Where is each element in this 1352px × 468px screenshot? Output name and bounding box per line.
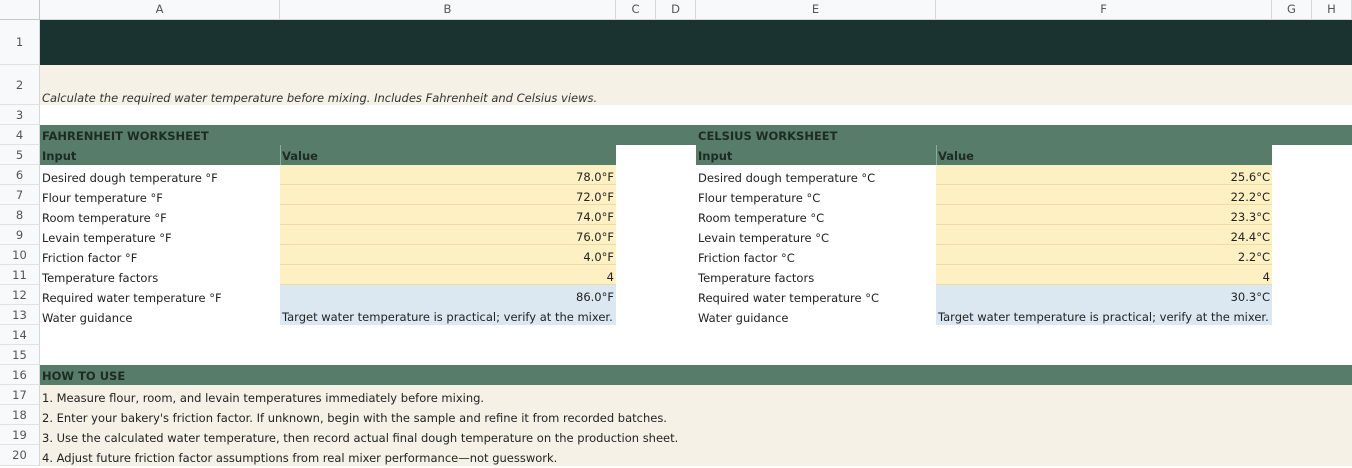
celsius-value-required-water[interactable]: 30.3°C	[936, 285, 1272, 305]
column-header-g[interactable]: G	[1272, 0, 1312, 20]
column-header-c[interactable]: C	[616, 0, 656, 20]
celsius-col-input[interactable]: Input	[698, 149, 733, 163]
column-header-h[interactable]: H	[1312, 0, 1352, 20]
celsius-col-value[interactable]: Value	[938, 149, 974, 163]
celsius-label-flour[interactable]: Flour temperature °C	[698, 191, 821, 205]
fahrenheit-value-desired-dough[interactable]: 78.0°F	[280, 165, 616, 185]
fahrenheit-value-levain[interactable]: 76.0°F	[280, 225, 616, 245]
fahrenheit-col-input[interactable]: Input	[42, 149, 77, 163]
row-header-10[interactable]: 10	[0, 245, 40, 265]
select-all-corner[interactable]	[0, 0, 40, 20]
celsius-worksheet-title[interactable]: CELSIUS WORKSHEET	[698, 129, 838, 143]
fahrenheit-label-desired-dough[interactable]: Desired dough temperature °F	[42, 171, 218, 185]
celsius-value-room[interactable]: 23.3°C	[936, 205, 1272, 225]
row-header-18[interactable]: 18	[0, 405, 40, 425]
fahrenheit-value-friction[interactable]: 4.0°F	[280, 245, 616, 265]
column-header-b[interactable]: B	[280, 0, 616, 20]
fahrenheit-label-flour[interactable]: Flour temperature °F	[42, 191, 163, 205]
subtitle-band[interactable]	[40, 65, 1352, 105]
row-header-4[interactable]: 4	[0, 125, 40, 145]
fahrenheit-worksheet-title[interactable]: FAHRENHEIT WORKSHEET	[42, 129, 209, 143]
celsius-value-friction[interactable]: 2.2°C	[936, 245, 1272, 265]
column-header-a[interactable]: A	[40, 0, 280, 20]
fahrenheit-label-levain[interactable]: Levain temperature °F	[42, 231, 172, 245]
row-header-19[interactable]: 19	[0, 425, 40, 445]
celsius-value-levain[interactable]: 24.4°C	[936, 225, 1272, 245]
row-header-3[interactable]: 3	[0, 105, 40, 125]
celsius-value-desired-dough[interactable]: 25.6°C	[936, 165, 1272, 185]
fahrenheit-label-required-water[interactable]: Required water temperature °F	[42, 291, 222, 305]
celsius-header-row	[696, 145, 1272, 165]
fahrenheit-label-factors[interactable]: Temperature factors	[42, 271, 159, 285]
title-bar[interactable]	[40, 20, 1352, 65]
fahrenheit-value-required-water[interactable]: 86.0°F	[280, 285, 616, 305]
row-header-2[interactable]: 2	[0, 65, 40, 105]
celsius-value-factors[interactable]: 4	[936, 265, 1272, 285]
how-to-section-band	[40, 365, 1352, 385]
column-header-e[interactable]: E	[696, 0, 936, 20]
fahrenheit-label-room[interactable]: Room temperature °F	[42, 211, 167, 225]
column-header-f[interactable]: F	[936, 0, 1272, 20]
row-header-8[interactable]: 8	[0, 205, 40, 225]
fahrenheit-col-value[interactable]: Value	[282, 149, 318, 163]
row-header-5[interactable]: 5	[0, 145, 40, 165]
row-header-7[interactable]: 7	[0, 185, 40, 205]
celsius-label-friction[interactable]: Friction factor °C	[698, 251, 795, 265]
row-header-9[interactable]: 9	[0, 225, 40, 245]
fahrenheit-value-guidance[interactable]: Target water temperature is practical; verify at the mixer.	[280, 305, 616, 325]
fahrenheit-label-friction[interactable]: Friction factor °F	[42, 251, 138, 265]
row-header-17[interactable]: 17	[0, 385, 40, 405]
celsius-label-levain[interactable]: Levain temperature °C	[698, 231, 829, 245]
row-header-14[interactable]: 14	[0, 325, 40, 345]
fahrenheit-value-flour[interactable]: 72.0°F	[280, 185, 616, 205]
row-header-15[interactable]: 15	[0, 345, 40, 365]
how-to-step-1[interactable]: 1. Measure flour, room, and levain temperatures immediately before mixing.	[42, 391, 485, 405]
fahrenheit-value-factors[interactable]: 4	[280, 265, 616, 285]
celsius-value-flour[interactable]: 22.2°C	[936, 185, 1272, 205]
how-to-step-4[interactable]: 4. Adjust future friction factor assumptions from real mixer performance—not guesswork.	[42, 451, 558, 465]
celsius-label-guidance[interactable]: Water guidance	[698, 311, 789, 325]
row-header-12[interactable]: 12	[0, 285, 40, 305]
how-to-step-3[interactable]: 3. Use the calculated water temperature, then record actual final dough temperature on the production sheet.	[42, 431, 679, 445]
celsius-label-room[interactable]: Room temperature °C	[698, 211, 825, 225]
row-header-13[interactable]: 13	[0, 305, 40, 325]
row-header-16[interactable]: 16	[0, 365, 40, 385]
column-header-d[interactable]: D	[656, 0, 696, 20]
row-header-6[interactable]: 6	[0, 165, 40, 185]
row-header-20[interactable]: 20	[0, 445, 40, 466]
celsius-label-desired-dough[interactable]: Desired dough temperature °C	[698, 171, 876, 185]
celsius-label-factors[interactable]: Temperature factors	[698, 271, 815, 285]
celsius-value-guidance[interactable]: Target water temperature is practical; verify at the mixer.	[936, 305, 1272, 325]
fahrenheit-label-guidance[interactable]: Water guidance	[42, 311, 133, 325]
fahrenheit-header-row	[40, 145, 616, 165]
row-header-1[interactable]: 1	[0, 20, 40, 65]
celsius-label-required-water[interactable]: Required water temperature °C	[698, 291, 879, 305]
fahrenheit-value-room[interactable]: 74.0°F	[280, 205, 616, 225]
how-to-step-2[interactable]: 2. Enter your bakery's friction factor. If unknown, begin with the sample and refine it from recorded batches.	[42, 411, 667, 425]
row-header-11[interactable]: 11	[0, 265, 40, 285]
how-to-title[interactable]: HOW TO USE	[42, 369, 126, 383]
subtitle-text: Calculate the required water temperature before mixing. Includes Fahrenheit and Celsius views.	[42, 91, 598, 105]
